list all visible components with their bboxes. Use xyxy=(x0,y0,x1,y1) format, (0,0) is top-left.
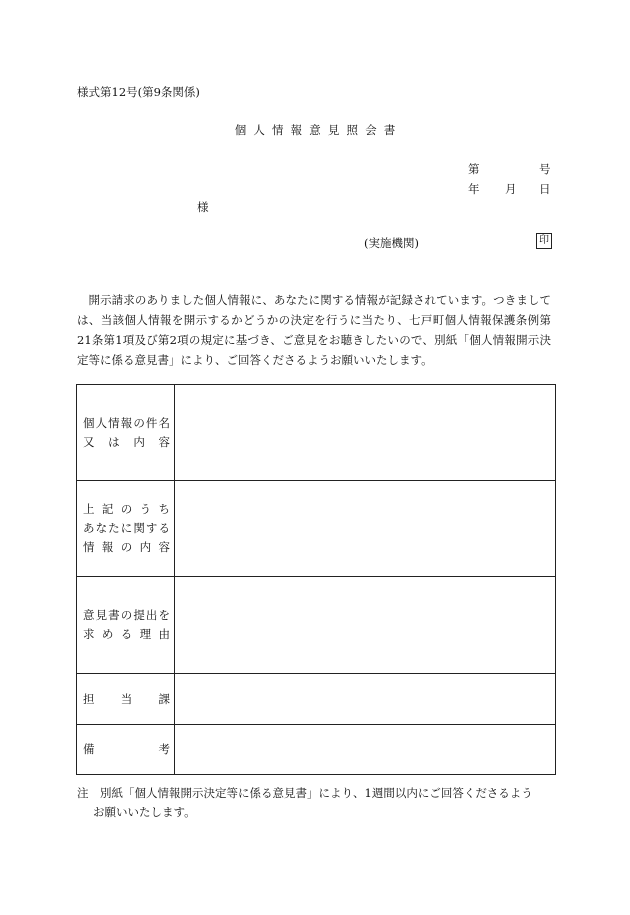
info-table xyxy=(76,384,556,775)
table-row xyxy=(77,385,556,481)
table-row xyxy=(77,577,556,674)
label-line: あなたに関する xyxy=(83,521,170,535)
value-cell-remarks[interactable] xyxy=(175,725,556,775)
reference-dai: 第 xyxy=(468,162,480,176)
label-cell-subject xyxy=(77,385,175,481)
form-number: 様式第12号(第9条関係) xyxy=(77,85,200,99)
label-cell-reason xyxy=(77,577,175,674)
label-line: 個人情報の件名 xyxy=(83,415,170,430)
label-line: 又は内容 xyxy=(83,434,170,449)
seal-mark: 印 xyxy=(536,233,552,249)
label-line: 求める理由 xyxy=(83,627,170,641)
label-cell-department xyxy=(77,674,175,725)
label-line: 上記のうち xyxy=(83,502,170,516)
reference-go: 号 xyxy=(539,162,551,176)
value-cell-department[interactable] xyxy=(175,674,556,725)
label-cell-related-info xyxy=(77,481,175,577)
label-cell-remarks xyxy=(77,725,175,775)
table-row xyxy=(77,725,556,775)
agency-label: (実施機関) xyxy=(364,236,419,250)
label-line: 情報の内容 xyxy=(83,540,170,554)
date-month: 月 xyxy=(505,182,517,196)
value-cell-subject[interactable] xyxy=(175,385,556,481)
table-row xyxy=(77,481,556,577)
label-line: 担当課 xyxy=(83,691,170,706)
value-cell-reason[interactable] xyxy=(175,577,556,674)
date-year: 年 xyxy=(468,182,480,196)
document-title: 個人情報意見照会書 xyxy=(234,123,403,137)
note-line-1: 注 別紙「個人情報開示決定等に係る意見書」により、1週間以内にご回答くださるよう xyxy=(77,786,533,800)
table-row xyxy=(77,674,556,725)
label-line: 備考 xyxy=(83,742,170,756)
label-line: 意見書の提出を xyxy=(83,608,170,622)
addressee-suffix: 様 xyxy=(197,200,209,214)
body-paragraph: 開示請求のありました個人情報に、あなたに関する情報が記録されています。つきましては、当該個人情報を開示するかどうかの決定を行うに当たり、七戸町個人情報保護条例第21条第1項及び第2項の規定に基づき、ご意見をお聴きしたいので、別紙「個人情報開示決定等に係る意見書」により、ご回答くださるようお願いいたします。 xyxy=(77,293,551,367)
note-line-2: お願いいたします。 xyxy=(93,805,196,819)
date-day: 日 xyxy=(539,182,551,196)
value-cell-related-info[interactable] xyxy=(175,481,556,577)
